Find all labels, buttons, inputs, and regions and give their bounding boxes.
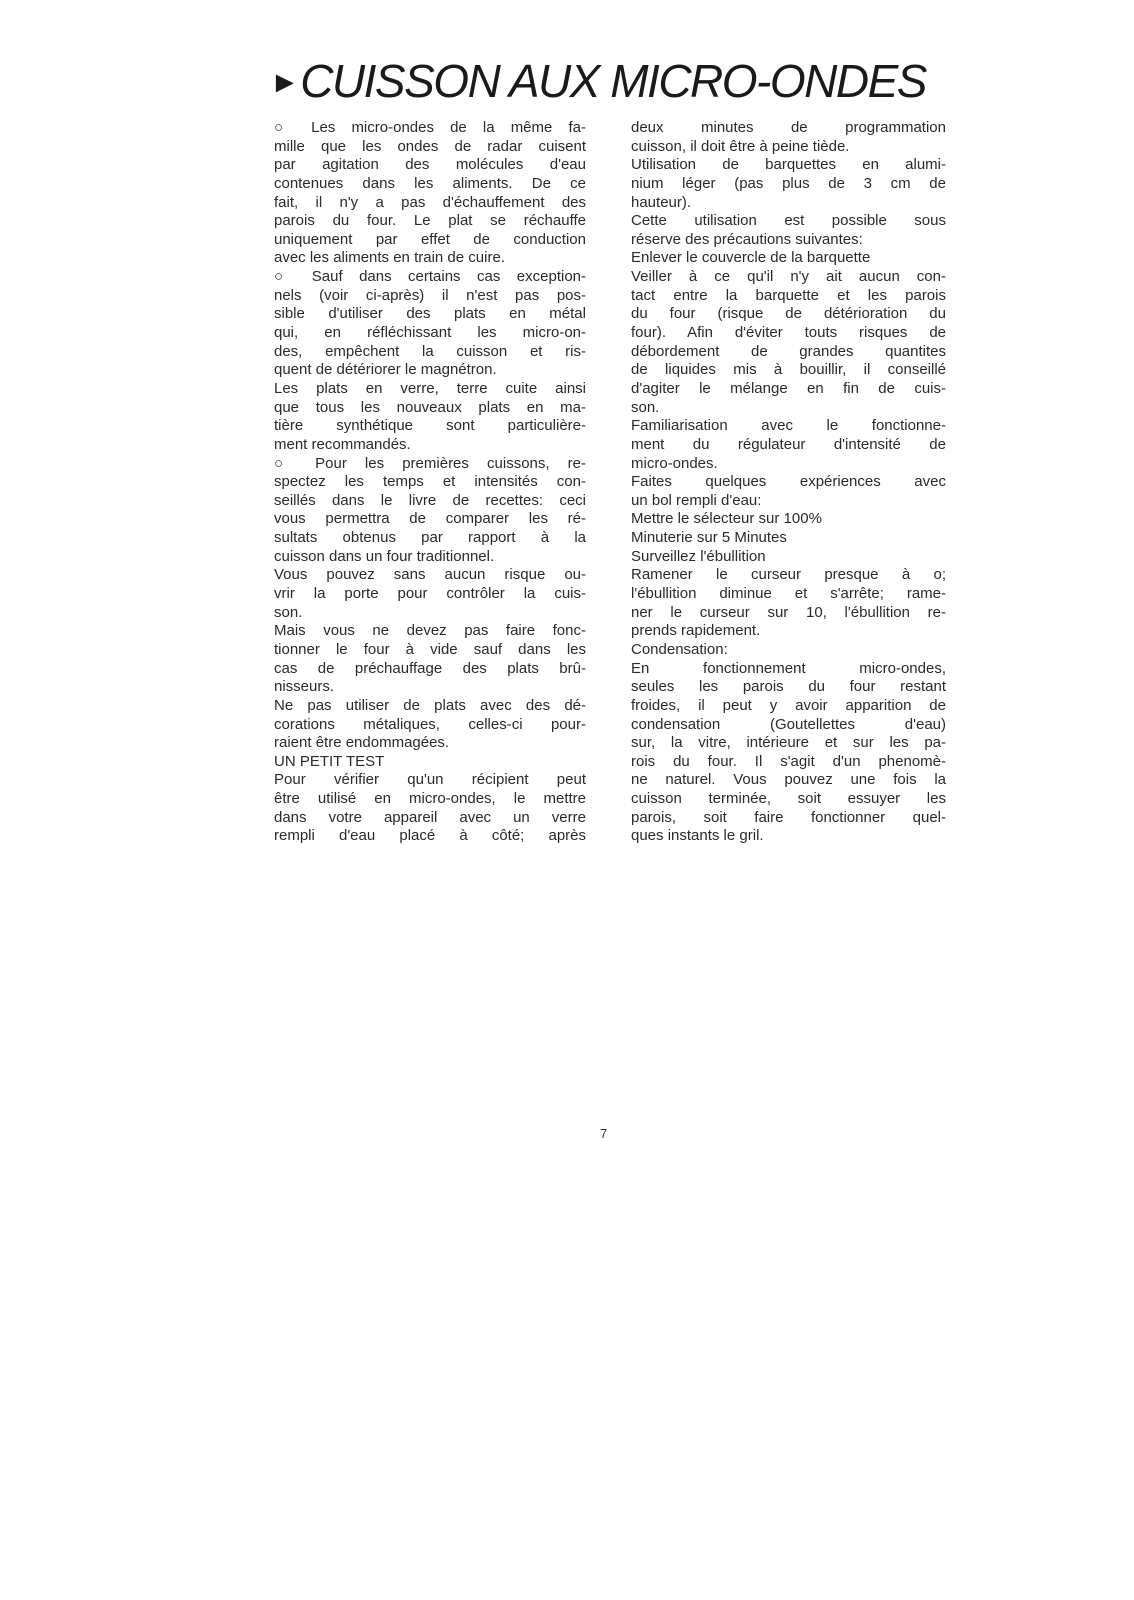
text-line: quent de détériorer le magnétron.: [274, 361, 497, 379]
arrow-marker-icon: ►: [270, 66, 299, 99]
text-line: cas de préchauffage des plats brû-: [274, 659, 586, 677]
text-line: cuisson, il doit être à peine tiède.: [631, 137, 850, 155]
text-line: être utilisé en micro-ondes, le mettre: [274, 790, 586, 808]
text-line: Condensation:: [631, 640, 728, 658]
text-line: ner le curseur sur 10, l'ébullition re-: [631, 603, 946, 621]
text-line: vrir la porte pour contrôler la cuis-: [274, 585, 586, 603]
text-line: froides, il peut y avoir apparition de: [631, 696, 946, 714]
text-line: ment du régulateur d'intensité de: [631, 435, 946, 453]
text-line: parois du four. Le plat se réchauffe: [274, 212, 586, 230]
text-line: Pour vérifier qu'un récipient peut: [274, 771, 586, 789]
text-column-left: [274, 119, 586, 846]
text-line: rempli d'eau placé à côté; après: [274, 827, 586, 845]
text-line: Surveillez l'ébullition: [631, 547, 766, 565]
text-line: ○ Pour les premières cuissons, re-: [274, 454, 586, 472]
text-line: qui, en réfléchissant les micro-on-: [274, 324, 586, 342]
text-line: réserve des précautions suivantes:: [631, 230, 863, 248]
text-line: prends rapidement.: [631, 622, 761, 640]
text-line: ment recommandés.: [274, 435, 411, 453]
text-line: tact entre la barquette et les parois: [631, 286, 946, 304]
text-line: parois, soit faire fonctionner quel-: [631, 808, 946, 826]
text-line: dans votre appareil avec un verre: [274, 808, 586, 826]
text-line: des, empêchent la cuisson et ris-: [274, 342, 586, 360]
text-line: Veiller à ce qu'il n'y ait aucun con-: [631, 268, 946, 286]
text-line: Ne pas utiliser de plats avec des dé-: [274, 696, 586, 714]
text-line: rois du four. Il s'agit d'un phenomè-: [631, 752, 946, 770]
text-line: nium léger (pas plus de 3 cm de: [631, 174, 946, 192]
text-line: Les plats en verre, terre cuite ainsi: [274, 379, 586, 397]
text-line: Ramener le curseur presque à o;: [631, 566, 946, 584]
text-line: mille que les ondes de radar cuisent: [274, 137, 586, 155]
text-column-right: [631, 119, 946, 846]
text-line: contenues dans les aliments. De ce: [274, 174, 586, 192]
text-line: sible d'utiliser des plats en métal: [274, 305, 586, 323]
text-line: Cette utilisation est possible sous: [631, 212, 946, 230]
text-line: deux minutes de programmation: [631, 119, 946, 136]
text-line: son.: [274, 603, 303, 621]
text-line: four). Afin d'éviter touts risques de: [631, 324, 946, 342]
text-line: débordement de grandes quantites: [631, 342, 946, 360]
text-line: Faites quelques expériences avec: [631, 473, 946, 491]
text-line: cuisson terminée, soit essuyer les: [631, 790, 946, 808]
text-line: seules les parois du four restant: [631, 678, 946, 696]
page-title-text: CUISSON AUX MICRO-ONDES: [300, 55, 926, 107]
text-line: du four (risque de détérioration du: [631, 305, 946, 323]
text-line: nisseurs.: [274, 678, 335, 696]
text-line: ques instants le gril.: [631, 827, 764, 845]
text-line: ne naturel. Vous pouvez une fois la: [631, 771, 946, 789]
text-line: Minuterie sur 5 Minutes: [631, 529, 787, 547]
text-line: Enlever le couvercle de la barquette: [631, 249, 871, 267]
text-line: En fonctionnement micro-ondes,: [631, 659, 946, 677]
text-line: corations métaliques, celles-ci pour-: [274, 715, 586, 733]
text-line: par agitation des molécules d'eau: [274, 156, 586, 174]
text-line: ○ Les micro-ondes de la même fa-: [274, 119, 586, 136]
text-line: Familiarisation avec le fonctionne-: [631, 417, 946, 435]
text-line: condensation (Goutellettes d'eau): [631, 715, 946, 733]
text-line: avec les aliments en train de cuire.: [274, 249, 505, 267]
text-line: un bol rempli d'eau:: [631, 491, 762, 509]
text-line: tionner le four à vide sauf dans les: [274, 640, 586, 658]
text-line: Vous pouvez sans aucun risque ou-: [274, 566, 586, 584]
text-line: UN PETIT TEST: [274, 752, 385, 770]
text-line: tière synthétique sont particulière-: [274, 417, 586, 435]
text-line: Mais vous ne devez pas faire fonc-: [274, 622, 586, 640]
text-line: son.: [631, 398, 660, 416]
text-line: d'agiter le mélange en fin de cuis-: [631, 379, 946, 397]
text-line: vous permettra de comparer les ré-: [274, 510, 586, 528]
text-line: uniquement par effet de conduction: [274, 230, 586, 248]
text-line: l'ébullition diminue et s'arrête; rame-: [631, 585, 946, 603]
text-line: spectez les temps et intensités con-: [274, 473, 586, 491]
text-line: Utilisation de barquettes en alumi-: [631, 156, 946, 174]
page-title: [270, 54, 926, 110]
text-line: nels (voir ci-après) il n'est pas pos-: [274, 286, 586, 304]
text-line: de liquides mis à bouillir, il conseillé: [631, 361, 946, 379]
text-line: micro-ondes.: [631, 454, 718, 472]
text-line: sultats obtenus par rapport à la: [274, 529, 586, 547]
text-line: hauteur).: [631, 193, 692, 211]
text-line: que tous les nouveaux plats en ma-: [274, 398, 586, 416]
text-line: sur, la vitre, intérieure et sur les pa-: [631, 734, 946, 752]
page-number: 7: [600, 1126, 608, 1141]
text-line: fait, il n'y a pas d'échauffement des: [274, 193, 586, 211]
text-line: raient être endommagées.: [274, 734, 450, 752]
text-line: ○ Sauf dans certains cas exception-: [274, 268, 586, 286]
text-line: Mettre le sélecteur sur 100%: [631, 510, 822, 528]
text-line: seillés dans le livre de recettes: ceci: [274, 491, 586, 509]
text-line: cuisson dans un four traditionnel.: [274, 547, 495, 565]
